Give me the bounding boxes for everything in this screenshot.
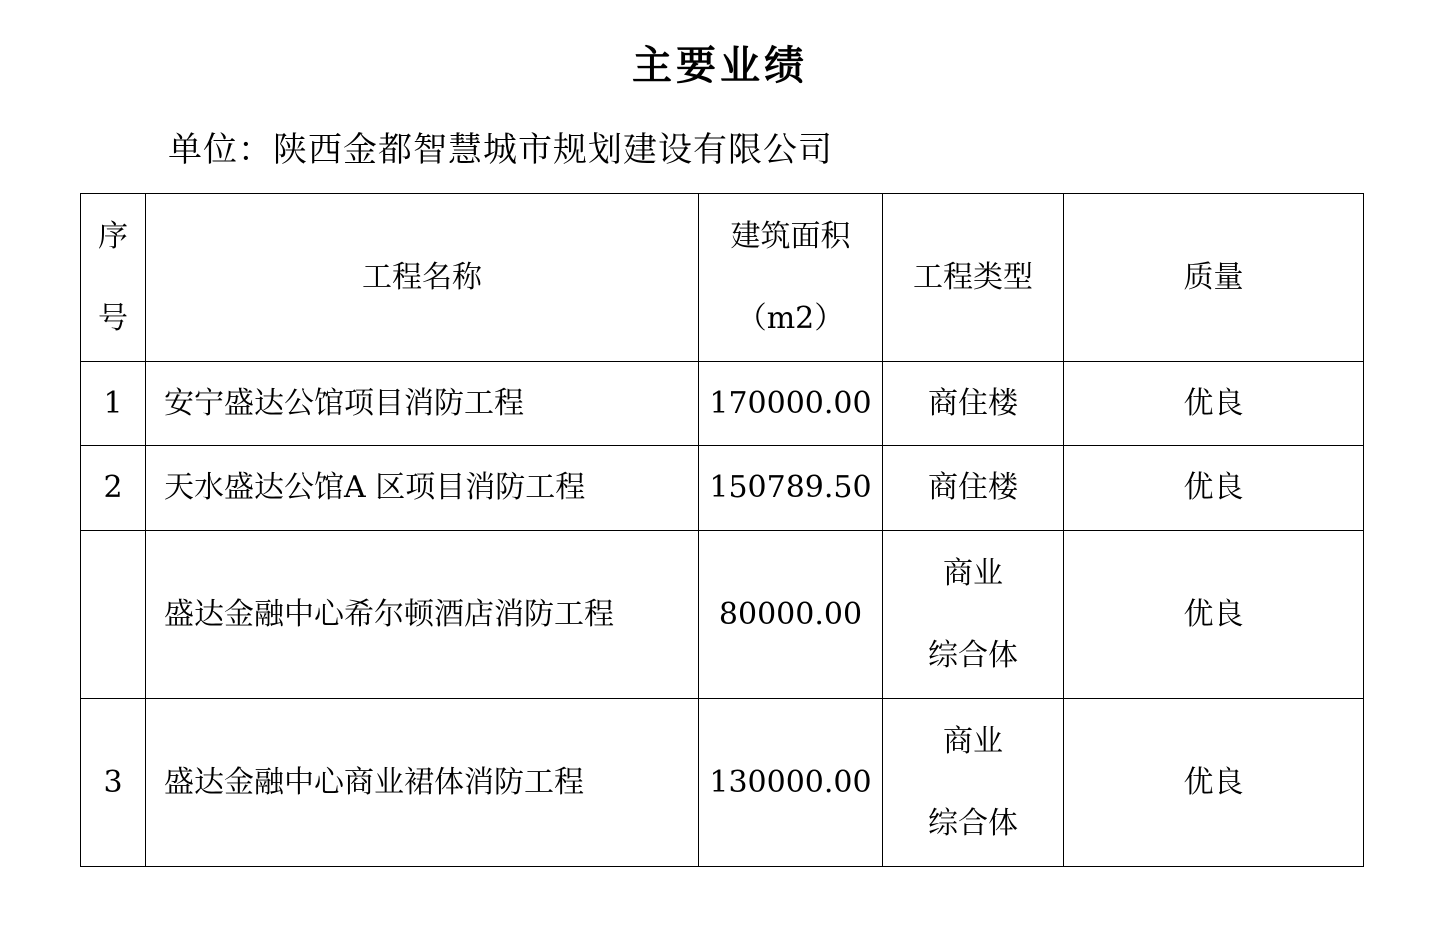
row-project-name: 天水盛达公馆A 区项目消防工程 (146, 446, 699, 531)
header-project-type: 工程类型 (883, 194, 1064, 362)
performance-table (80, 193, 1364, 867)
row-area: 130000.00 (699, 699, 883, 867)
row-seq: 1 (81, 362, 146, 446)
row-area: 80000.00 (699, 531, 883, 699)
row-project-name: 安宁盛达公馆项目消防工程 (146, 362, 699, 446)
unit-line: 单位：陕西金都智慧城市规划建设有限公司 (168, 130, 833, 170)
row-area: 150789.50 (699, 446, 883, 531)
row-project-name: 盛达金融中心希尔顿酒店消防工程 (146, 531, 699, 699)
header-project-name: 工程名称 (146, 194, 699, 362)
row-project-type (883, 531, 1064, 699)
table-row (81, 362, 1364, 446)
row-project-type (883, 699, 1064, 867)
row-project-type-line2: 综合体 (928, 637, 1018, 673)
row-seq: 3 (81, 699, 146, 867)
table-row (81, 531, 1364, 699)
row-project-type-line1: 商业 (943, 723, 1003, 759)
row-seq (81, 531, 146, 699)
header-area (699, 194, 883, 362)
table-row (81, 699, 1364, 867)
row-quality: 优良 (1064, 446, 1364, 531)
row-quality: 优良 (1064, 362, 1364, 446)
row-project-type: 商住楼 (883, 362, 1064, 446)
table-header-row (81, 194, 1364, 362)
row-project-type: 商住楼 (883, 446, 1064, 531)
document-title: 主要业绩 (632, 42, 808, 89)
header-seq (81, 194, 146, 362)
header-seq-line2: 号 (98, 300, 128, 336)
row-quality: 优良 (1064, 699, 1364, 867)
row-quality: 优良 (1064, 531, 1364, 699)
row-project-type-line2: 综合体 (928, 805, 1018, 841)
header-seq-line1: 序 (98, 218, 128, 254)
row-area: 170000.00 (699, 362, 883, 446)
table-row (81, 446, 1364, 531)
row-project-name: 盛达金融中心商业裙体消防工程 (146, 699, 699, 867)
row-seq: 2 (81, 446, 146, 531)
header-area-line1: 建筑面积 (730, 218, 851, 254)
performance-table-container (80, 193, 1364, 867)
header-quality: 质量 (1064, 194, 1364, 362)
row-project-type-line1: 商业 (943, 555, 1003, 591)
header-area-line2: （m2） (736, 300, 845, 336)
